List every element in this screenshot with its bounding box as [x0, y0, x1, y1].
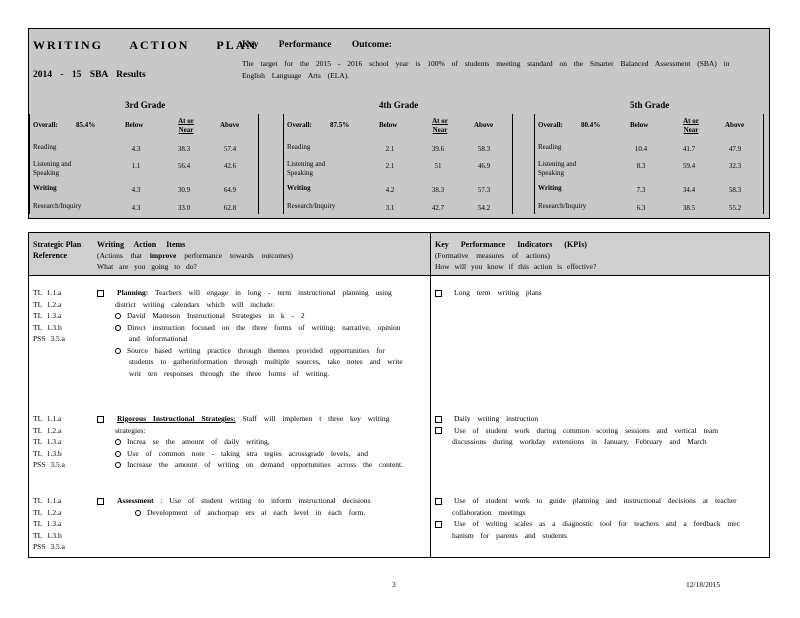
grade-separator	[763, 114, 764, 214]
grade-separator	[283, 114, 284, 214]
strategic-ref: TL 1.1.a	[33, 496, 62, 505]
kpi-text: Use of writing scales as a diagnostic tool for teachers and a feedback mec hanism for parents and students	[452, 519, 740, 540]
stat-near: 34.4	[682, 186, 696, 194]
col-strategic-ref-header: Strategic Plan Reference	[33, 240, 82, 260]
kpi-text: Use of student work during common scoring sessions and vertical team discussions during workday extensions in January, February and March	[452, 425, 719, 446]
stat-below: 3.1	[385, 204, 395, 212]
action-sub-item	[115, 436, 407, 448]
circle-bullet-icon	[135, 510, 141, 516]
stat-near: 39.6	[431, 145, 445, 153]
col-above-header: Above	[474, 121, 494, 129]
circle-bullet-icon	[115, 462, 121, 468]
kpi-sub2: How will you know if this action is effective?	[435, 262, 597, 271]
stat-near: 56.4	[177, 162, 191, 170]
kpi-text: Use of student work to guide planning and instructional decisions at teacher collaboration meetings	[452, 496, 737, 517]
grade-separator	[534, 114, 535, 214]
circle-bullet-icon	[115, 439, 121, 445]
checkbox-bullet-icon	[435, 521, 442, 528]
stat-below: 7.3	[636, 186, 646, 194]
col-above-header: Above	[725, 121, 745, 129]
col-near-header: At or Near	[432, 117, 448, 134]
action-title: Rigorous Instructional Strategies:	[117, 414, 236, 423]
circle-bullet-icon	[115, 313, 121, 319]
stat-near: 51	[434, 162, 442, 170]
action-item	[97, 413, 407, 471]
overall-label: Overall:	[33, 121, 58, 129]
stat-row-label: Research/Inquiry	[538, 202, 587, 210]
stat-row-label: Listening and Speaking	[538, 160, 577, 177]
overall-label: Overall:	[538, 121, 563, 129]
action-sub-item	[115, 322, 407, 345]
action-sub-item-text: Increase the amount of writing on demand opportunities across the content.	[127, 460, 403, 469]
stat-near: 38.5	[682, 204, 696, 212]
col-below-header: Below	[125, 121, 144, 129]
action-sub-item-text: David Matteson Instructional Strategies in k - 2	[127, 311, 305, 320]
col-below-header: Below	[379, 121, 398, 129]
stat-row-label: Listening and Speaking	[33, 160, 72, 177]
stat-near: 38.3	[177, 145, 191, 153]
circle-bullet-icon	[115, 348, 121, 354]
grade-separator	[512, 114, 513, 214]
strategic-ref: TL 1.1.a	[33, 414, 62, 423]
kpi-list	[435, 413, 757, 448]
stat-above: 32.3	[728, 162, 742, 170]
action-intro: Teachers will engage in long - term instructional planning using district writing calendars which will include:	[115, 288, 392, 309]
stat-below: 4.3	[131, 204, 141, 212]
action-title: Planning:	[117, 288, 149, 297]
kpi-item	[435, 518, 757, 541]
checkbox-bullet-icon	[97, 498, 104, 505]
checkbox-bullet-icon	[435, 290, 442, 297]
strategic-ref: TL 1.3.a	[33, 311, 62, 320]
stat-above: 58.3	[477, 145, 491, 153]
stat-above: 47.9	[728, 145, 742, 153]
action-sub-item	[115, 345, 407, 380]
sub1-improve: improve	[149, 251, 177, 260]
action-title: Assessment	[117, 496, 154, 505]
kpi-text: Daily writing instruction	[454, 414, 539, 423]
stat-below: 4.3	[131, 186, 141, 194]
stat-below: 10.4	[634, 145, 648, 153]
strategic-ref: PSS 3.5.a	[33, 542, 65, 551]
overall-value: 87.5%	[330, 121, 350, 129]
page-number: 3	[392, 580, 396, 589]
stat-row-label: Reading	[538, 143, 562, 151]
action-sub-item-text: Use of common note - taking stra tegies acrossgrade levels, and	[127, 448, 368, 458]
stat-above: 57.4	[223, 145, 237, 153]
stat-above: 62.8	[223, 204, 237, 212]
stat-row-label: Writing	[33, 184, 57, 192]
grade-separator	[29, 114, 30, 214]
kpi-item	[435, 425, 757, 448]
stat-below: 1.1	[131, 162, 141, 170]
stat-row-label: Writing	[287, 184, 311, 192]
stat-near: 33.0	[177, 204, 191, 212]
checkbox-bullet-icon	[97, 290, 104, 297]
stat-row-label: Writing	[538, 184, 562, 192]
stat-near: 41.7	[682, 145, 696, 153]
kpi-item	[435, 495, 757, 518]
action-items-sub1	[97, 250, 417, 261]
grade-separator	[258, 114, 259, 214]
stat-above: 54.2	[477, 204, 491, 212]
overall-value: 80.4%	[581, 121, 601, 129]
action-item	[97, 287, 407, 379]
grade-title: 4th Grade	[379, 100, 419, 110]
page-title: WRITING ACTION PLAN	[33, 38, 258, 52]
kpi-text: Long term writing plans	[454, 288, 542, 297]
strategic-ref: TL 1.1.a	[33, 288, 62, 297]
checkbox-bullet-icon	[435, 498, 442, 505]
checkbox-bullet-icon	[435, 416, 442, 423]
strategic-ref: PSS 3.5.a	[33, 460, 65, 469]
stat-near: 42.7	[431, 204, 445, 212]
action-sub-item-text: Source based writing practice through themes provided opportunities for students to gatherinformation through multiple sources, take notes and write writ ten responses through the three forms of writing.	[127, 345, 403, 378]
header-divider	[29, 275, 769, 276]
col-action-items-header	[97, 239, 417, 272]
circle-bullet-icon	[115, 325, 121, 331]
action-sub-item-text: Development of anchorpap ers at each level in each form.	[147, 507, 366, 517]
stat-above: 57.3	[477, 186, 491, 194]
stat-row-label: Research/Inquiry	[287, 202, 336, 210]
action-items-sub2: What are you going to do?	[97, 262, 197, 271]
strategic-ref: TL 1.3.a	[33, 437, 62, 446]
kpi-title: Key Performance Indicators (KPIs)	[435, 240, 587, 249]
stat-row-label: Listening and Speaking	[287, 160, 326, 177]
stat-above: 42.6	[223, 162, 237, 170]
stat-above: 58.3	[728, 186, 742, 194]
strategic-ref: TL 1.3.b	[33, 322, 62, 332]
col-near-header: At or Near	[683, 117, 699, 134]
action-sub-item	[135, 507, 407, 519]
stat-above: 46.9	[477, 162, 491, 170]
kpo-text: The target for the 2015 - 2016 school year is 100% of students meeting standard on the Smarter Balanced Assessment (SBA) in English Language Arts (ELA).	[242, 59, 730, 80]
col-near-header: At or Near	[178, 117, 194, 134]
action-sub-item	[115, 310, 407, 322]
stat-below: 4.2	[385, 186, 395, 194]
kpi-list	[435, 287, 757, 299]
stat-below: 2.1	[385, 145, 395, 153]
col-kpi-header	[435, 239, 765, 272]
strategic-ref: TL 1.2.a	[33, 299, 62, 309]
action-intro: Staff will implemen t three key writing strategies:	[115, 414, 390, 435]
results-subtitle: 2014 - 15 SBA Results	[33, 70, 146, 80]
stat-row-label: Reading	[33, 143, 57, 151]
footer-date: 12/18/2015	[686, 580, 721, 589]
strategic-ref: TL 1.3.a	[33, 519, 62, 528]
strategic-ref: PSS 3.5.a	[33, 334, 65, 343]
stat-below: 8.3	[636, 162, 646, 170]
checkbox-bullet-icon	[97, 416, 104, 423]
overall-label: Overall:	[287, 121, 312, 129]
action-sub-item-text: Direct instruction focused on the three forms of writing: narrative, opinion and informational	[127, 322, 401, 343]
strategic-refs	[33, 413, 89, 471]
stat-near: 30.9	[177, 186, 191, 194]
strategic-ref: TL 1.2.a	[33, 507, 62, 517]
overall-value: 85.4%	[76, 121, 96, 129]
stat-below: 2.1	[385, 162, 395, 170]
strategic-refs	[33, 495, 89, 553]
kpi-sub1: (Formative measures of actions)	[435, 251, 550, 260]
stat-below: 4.3	[131, 145, 141, 153]
strategic-ref: TL 1.3.b	[33, 448, 62, 458]
stat-above: 55.2	[728, 204, 742, 212]
kpi-list	[435, 495, 757, 541]
circle-bullet-icon	[115, 451, 121, 457]
stat-near: 38.3	[431, 186, 445, 194]
action-plan-table	[28, 232, 770, 558]
col-below-header: Below	[630, 121, 649, 129]
action-sub-item	[115, 448, 407, 460]
kpi-item	[435, 413, 757, 425]
stat-above: 64.9	[223, 186, 237, 194]
strategic-ref: TL 1.2.a	[33, 425, 62, 435]
column-divider	[430, 233, 431, 557]
stat-near: 59.4	[682, 162, 696, 170]
col-above-header: Above	[220, 121, 240, 129]
strategic-refs	[33, 287, 89, 345]
action-items-title: Writing Action Items	[97, 240, 186, 249]
kpi-item	[435, 287, 757, 299]
stat-row-label: Research/Inquiry	[33, 202, 82, 210]
sub1-c: performance towards outcomes)	[176, 251, 293, 260]
grade-title: 5th Grade	[630, 100, 670, 110]
action-sub-item-text: Increa se the amount of daily writing,	[127, 437, 270, 446]
action-item	[97, 495, 407, 518]
stat-below: 6.3	[636, 204, 646, 212]
sub1-a: (Actions that	[97, 251, 150, 260]
grade-title: 3rd Grade	[125, 100, 166, 110]
strategic-ref: TL 1.3.b	[33, 530, 62, 540]
stat-row-label: Reading	[287, 143, 311, 151]
checkbox-bullet-icon	[435, 427, 442, 434]
kpo-label: Key Performance Outcome:	[242, 40, 392, 50]
action-sub-item	[115, 459, 407, 471]
action-intro: : Use of student writing to inform instructional decisions	[153, 496, 371, 505]
